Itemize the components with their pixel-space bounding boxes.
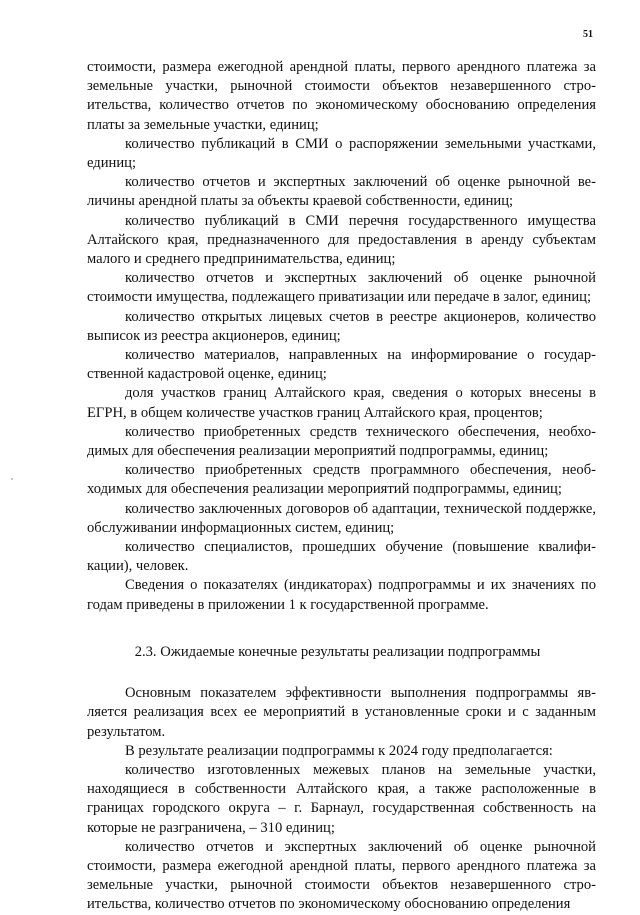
document-body (87, 58, 596, 915)
indicators-reference-paragraph: Сведения о показателях (индикаторах) подпрограммы и их значениях по годам приведены в приложении 1 к государственной программе. (87, 577, 596, 613)
page-number: 51 (583, 29, 593, 40)
expected-result-item: количество отчетов и экспертных заключений об оценке рыночной стоимости, размера ежегодной арендной платы, первого арендного платежа за земельные участки, рыночной стоимости объектов незавершенного строительства, количество отчетов по экономическому обоснованию определения (87, 838, 596, 913)
indicator-item: количество отчетов и экспертных заключений об оценке рыночной стоимости имущества, подлежащего приватизации или передаче в залог, единиц; (87, 270, 596, 306)
indicator-item: количество заключенных договоров об адаптации, технической поддержке, обслуживании информационных систем, единиц; (87, 500, 596, 536)
scan-speck (11, 478, 13, 480)
section-heading: 2.3. Ожидаемые конечные результаты реализации подпрограммы (134, 643, 541, 660)
indicator-item: количество открытых лицевых счетов в реестре акционеров, количество выписок из реестра акционеров, единиц; (87, 308, 596, 344)
results-lead-paragraph: В результате реализации подпрограммы к 2024 году предполагается: (125, 742, 553, 759)
indicator-item: доля участков границ Алтайского края, сведения о которых внесены в ЕГРН, в общем количестве участков границ Алтайского края, процентов; (87, 385, 596, 421)
indicator-item: количество публикаций в СМИ перечня государственного имущества Алтайского края, предназначенного для предоставления в аренду субъектам малого и среднего предпринимательства, единиц; (87, 212, 596, 268)
indicator-item: количество материалов, направленных на информирование о государственной кадастровой оценке, единиц; (87, 347, 596, 383)
paragraph-continuation: стоимости, размера ежегодной арендной платы, первого арендного платежа за земельные участки, рыночной стоимости объектов незавершенного строительства, количество отчетов по экономическому обоснованию определения платы за земельные участки, единиц; (87, 59, 596, 133)
expected-result-item: количество изготовленных межевых планов на земельные участки, находящиеся в собственности Алтайского края, а также расположенные в границах городского округа – г. Барнаул, государственная собственность на которые не разграничена, – 310 единиц; (87, 761, 596, 836)
indicator-item: количество публикаций в СМИ о распоряжении земельными участками, единиц; (87, 135, 596, 172)
indicator-item: количество приобретенных средств программного обеспечения, необходимых для обеспечения реализации мероприятий подпрограммы, единиц; (87, 462, 596, 498)
results-intro-paragraph: Основным показателем эффективности выполнения подпрограммы является реализация всех ее мероприятий в установленные сроки и с заданным результатом. (87, 685, 596, 740)
indicator-item: количество специалистов, прошедших обучение (повышение квалификации), человек. (87, 539, 596, 575)
indicator-item: количество приобретенных средств технического обеспечения, необходимых для обеспечения реализации мероприятий подпрограммы, единиц; (87, 423, 596, 460)
indicator-item: количество отчетов и экспертных заключений об оценке рыночной величины арендной платы за объекты краевой собственности, единиц; (87, 174, 596, 210)
